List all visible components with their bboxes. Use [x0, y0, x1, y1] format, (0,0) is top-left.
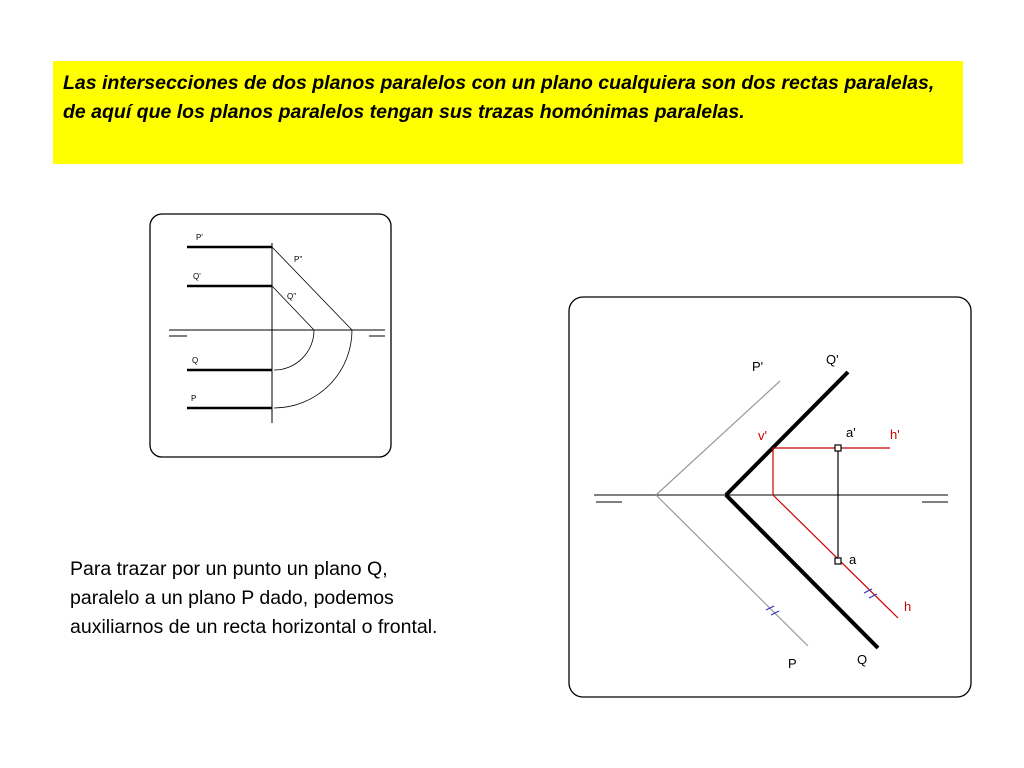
- label-a: a: [849, 552, 857, 567]
- banner-text: Las intersecciones de dos planos paralelos con un plano cualquiera son dos rectas paralelas, de aquí que los planos paralelos tengan sus trazas homónimas paralelas.: [63, 72, 935, 123]
- parallel-plane-construction-diagram: [568, 296, 974, 700]
- diagram-frame: [569, 297, 971, 697]
- label-q-double-prime: Q'': [287, 292, 297, 301]
- title-banner: [53, 61, 963, 164]
- point-a: [835, 558, 841, 564]
- label-p-double-prime: P'': [294, 255, 303, 264]
- label-p: P: [191, 394, 197, 403]
- label-q: Q: [192, 356, 199, 365]
- explanation-line-3: auxiliarnos de un recta horizontal o frontal.: [70, 616, 438, 638]
- label-q-prime: Q': [826, 352, 839, 367]
- label-p-prime: P': [196, 233, 203, 242]
- label-h: h: [904, 599, 912, 614]
- label-v-prime: v': [758, 428, 767, 443]
- profile-projection-diagram: [149, 213, 393, 459]
- label-q: Q: [857, 652, 868, 667]
- label-p: P: [788, 656, 797, 671]
- explanation-line-2: paralelo a un plano P dado, podemos: [70, 587, 394, 609]
- label-q-prime: Q': [193, 272, 201, 281]
- explanation-text: [70, 555, 570, 642]
- explanation-line-1: Para trazar por un punto un plano Q,: [70, 558, 388, 580]
- label-p-prime: P': [752, 359, 764, 374]
- label-a-prime: a': [846, 425, 856, 440]
- label-h-prime: h': [890, 427, 900, 442]
- point-a-prime: [835, 445, 841, 451]
